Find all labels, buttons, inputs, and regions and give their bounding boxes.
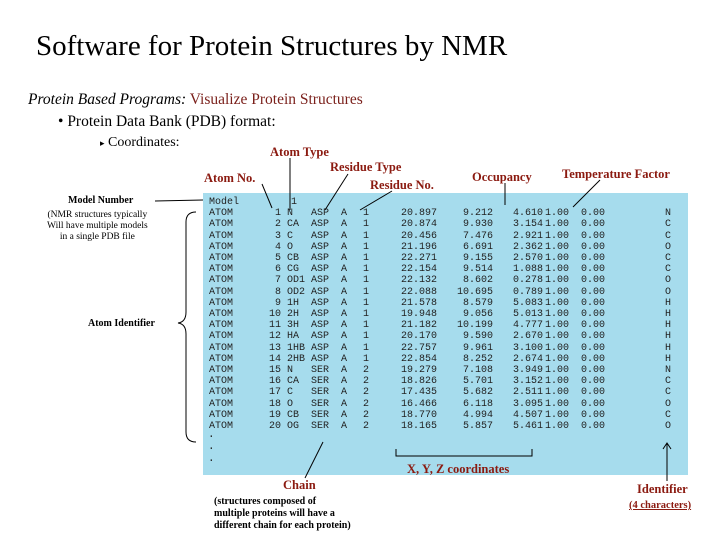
model-record: Model (209, 197, 240, 208)
atom-field-occ: 1.00 (545, 331, 570, 343)
atom-field-rec: ATOM (209, 409, 234, 421)
atom-field-res: ASP (311, 342, 330, 354)
atom-field-resno: 2 (362, 409, 369, 421)
atom-field-atom: 1HB (287, 342, 306, 354)
atom-field-rec: ATOM (209, 320, 234, 332)
atom-field-el: H (665, 353, 672, 365)
atom-field-y: 5.701 (462, 376, 493, 388)
atom-field-num: 3 (274, 230, 281, 242)
atom-field-y: 9.155 (462, 253, 493, 264)
coordinates-label: Coordinates: (108, 135, 180, 150)
atom-field-y: 8.252 (462, 353, 493, 365)
atom-field-res: ASP (311, 275, 330, 287)
atom-field-el: N (665, 365, 672, 376)
atom-field-atom: CB (287, 409, 300, 421)
atom-field-occ: 1.00 (545, 409, 570, 421)
atom-field-z: 3.095 (512, 398, 543, 410)
atom-field-z: 4.777 (512, 320, 543, 332)
atom-field-el: C (665, 387, 672, 399)
atom-field-atom: OD2 (287, 286, 306, 298)
atom-field-z: 2.362 (512, 241, 543, 253)
atom-field-rec: ATOM (209, 275, 234, 287)
atom-field-z: 5.083 (512, 297, 543, 309)
model-note-line: Will have multiple models (47, 221, 148, 231)
atom-field-rec: ATOM (209, 297, 234, 309)
atom-field-occ: 1.00 (545, 387, 570, 399)
atom-no-label: Atom No. (204, 171, 256, 185)
atom-field-x: 22.132 (400, 275, 437, 287)
atom-field-num: 10 (268, 309, 281, 320)
atom-field-x: 18.770 (400, 409, 437, 421)
atom-field-occ: 1.00 (545, 309, 570, 320)
atom-field-z: 5.461 (512, 421, 543, 432)
atom-field-el: H (665, 309, 672, 320)
atom-field-rec: ATOM (209, 387, 234, 399)
atom-field-occ: 1.00 (545, 208, 570, 220)
atom-field-resno: 1 (362, 208, 369, 220)
atom-field-chain: A (341, 264, 348, 276)
atom-field-occ: 1.00 (545, 286, 570, 298)
atom-field-num: 19 (268, 409, 281, 421)
atom-field-rec: ATOM (209, 219, 234, 231)
atom-field-el: C (665, 253, 672, 264)
atom-field-y: 9.930 (462, 219, 493, 231)
xyz-coordinates-label: X, Y, Z coordinates (407, 462, 510, 476)
atom-field-x: 21.578 (400, 297, 437, 309)
atom-field-x: 22.088 (400, 286, 437, 298)
atom-field-chain: A (341, 409, 348, 421)
atom-field-z: 0.789 (512, 286, 543, 298)
atom-field-x: 22.757 (400, 342, 437, 354)
atom-field-b: 0.00 (581, 286, 606, 298)
atom-field-res: ASP (311, 253, 330, 264)
subtitle-text: Visualize Protein Structures (186, 91, 363, 108)
atom-field-y: 8.602 (462, 275, 493, 287)
atom-field-res: ASP (311, 353, 330, 365)
atom-field-chain: A (341, 421, 348, 432)
atom-field-occ: 1.00 (545, 342, 570, 354)
atom-field-z: 2.511 (512, 387, 543, 399)
atom-field-rec: ATOM (209, 365, 234, 376)
atom-field-occ: 1.00 (545, 353, 570, 365)
atom-field-occ: 1.00 (545, 365, 570, 376)
atom-field-resno: 2 (362, 398, 369, 410)
atom-field-resno: 1 (362, 219, 369, 231)
atom-field-b: 0.00 (581, 376, 606, 388)
atom-field-resno: 2 (362, 376, 369, 388)
atom-field-rec: ATOM (209, 398, 234, 410)
atom-field-el: C (665, 376, 672, 388)
atom-field-res: SER (311, 376, 330, 388)
atom-field-el: O (665, 398, 672, 410)
atom-field-z: 2.921 (512, 230, 543, 242)
atom-field-atom: 2H (287, 309, 300, 320)
atom-field-chain: A (341, 230, 348, 242)
atom-field-num: 11 (268, 320, 281, 332)
atom-field-el: C (665, 264, 672, 276)
model-number: 1 (291, 197, 298, 208)
atom-field-atom: CB (287, 253, 300, 264)
atom-field-resno: 1 (362, 264, 369, 276)
atom-field-b: 0.00 (581, 297, 606, 309)
atom-field-num: 1 (274, 208, 281, 220)
atom-field-rec: ATOM (209, 253, 234, 264)
atom-field-el: H (665, 297, 672, 309)
atom-field-rec: ATOM (209, 264, 234, 276)
atom-field-b: 0.00 (581, 253, 606, 264)
atom-field-rec: ATOM (209, 353, 234, 365)
atom-field-rec: ATOM (209, 331, 234, 343)
subtitle-label: Protein Based Programs: (28, 91, 187, 108)
atom-field-num: 9 (274, 297, 281, 309)
atom-field-resno: 1 (362, 241, 369, 253)
atom-field-b: 0.00 (581, 342, 606, 354)
atom-field-x: 21.196 (400, 241, 437, 253)
atom-field-el: O (665, 286, 672, 298)
chain-pointer (305, 442, 323, 478)
atom-field-el: O (665, 275, 672, 287)
atom-field-num: 20 (268, 421, 281, 432)
chain-note-line: (structures composed of (214, 496, 317, 507)
atom-field-occ: 1.00 (545, 253, 570, 264)
atom-field-z: 4.507 (512, 409, 543, 421)
atom-field-z: 3.154 (512, 219, 543, 231)
atom-identifier-label: Atom Identifier (88, 318, 155, 329)
atom-field-atom: CA (287, 219, 300, 231)
atom-field-num: 8 (274, 286, 281, 298)
atom-field-num: 6 (274, 264, 281, 276)
atom-field-chain: A (341, 286, 348, 298)
atom-field-occ: 1.00 (545, 376, 570, 388)
atom-field-el: O (665, 241, 672, 253)
model-number-pointer (155, 200, 203, 201)
atom-field-resno: 2 (362, 387, 369, 399)
atom-field-b: 0.00 (581, 331, 606, 343)
atom-field-resno: 2 (362, 421, 369, 432)
atom-field-y: 5.682 (462, 387, 493, 399)
atom-field-b: 0.00 (581, 275, 606, 287)
atom-field-occ: 1.00 (545, 421, 570, 432)
atom-field-b: 0.00 (581, 208, 606, 220)
atom-field-atom: HA (287, 331, 300, 343)
atom-field-y: 6.691 (462, 241, 493, 253)
atom-field-z: 2.670 (512, 331, 543, 343)
atom-field-x: 18.826 (400, 376, 437, 388)
atom-field-b: 0.00 (581, 387, 606, 399)
atom-field-chain: A (341, 387, 348, 399)
atom-field-atom: O (287, 241, 294, 253)
atom-field-b: 0.00 (581, 230, 606, 242)
atom-type-label: Atom Type (270, 145, 329, 159)
atom-field-z: 2.570 (512, 253, 543, 264)
atom-field-b: 0.00 (581, 421, 606, 432)
ellipsis-dot: . (208, 453, 215, 465)
atom-field-chain: A (341, 353, 348, 365)
atom-field-occ: 1.00 (545, 264, 570, 276)
atom-field-res: ASP (311, 219, 330, 231)
atom-field-num: 13 (268, 342, 281, 354)
atom-field-res: ASP (311, 264, 330, 276)
atom-field-x: 17.435 (400, 387, 437, 399)
bullet-text: Protein Data Bank (PDB) format: (67, 113, 276, 130)
atom-field-atom: CA (287, 376, 300, 388)
atom-field-y: 5.857 (462, 421, 493, 432)
atom-field-atom: OD1 (287, 275, 306, 287)
identifier-note: (4 characters) (629, 500, 692, 511)
atom-field-res: ASP (311, 208, 330, 220)
atom-field-atom: C (287, 387, 294, 399)
atom-field-resno: 1 (362, 331, 369, 343)
atom-field-occ: 1.00 (545, 297, 570, 309)
atom-field-b: 0.00 (581, 365, 606, 376)
model-number-label: Model Number (68, 195, 134, 206)
residue-type-pointer (325, 174, 348, 210)
atom-field-chain: A (341, 376, 348, 388)
atom-field-chain: A (341, 365, 348, 376)
atom-field-occ: 1.00 (545, 320, 570, 332)
atom-field-resno: 1 (362, 253, 369, 264)
atom-field-x: 20.170 (400, 331, 437, 343)
atom-field-resno: 1 (362, 275, 369, 287)
atom-field-num: 18 (268, 398, 281, 410)
chain-note-line: multiple proteins will have a (214, 508, 335, 519)
atom-field-rec: ATOM (209, 241, 234, 253)
atom-field-num: 2 (274, 219, 281, 231)
atom-field-atom: 3H (287, 320, 300, 332)
atom-field-rec: ATOM (209, 376, 234, 388)
atom-field-occ: 1.00 (545, 241, 570, 253)
atom-field-res: ASP (311, 331, 330, 343)
atom-field-b: 0.00 (581, 320, 606, 332)
model-note-line: in a single PDB file (59, 232, 135, 242)
atom-field-x: 16.466 (400, 398, 437, 410)
atom-field-z: 3.100 (512, 342, 543, 354)
atom-field-resno: 1 (362, 320, 369, 332)
atom-field-chain: A (341, 398, 348, 410)
temperature-factor-label: Temperature Factor (562, 167, 670, 181)
atom-field-res: ASP (311, 241, 330, 253)
identifier-label: Identifier (637, 482, 688, 496)
atom-field-x: 20.874 (400, 219, 437, 231)
atom-field-resno: 1 (362, 353, 369, 365)
model-note-line: (NMR structures typically (47, 210, 148, 220)
arrow-bullet-icon: ▸ (100, 138, 105, 148)
atom-field-atom: O (287, 398, 294, 410)
page-title: Software for Protein Structures by NMR (36, 30, 508, 62)
atom-field-res: SER (311, 409, 330, 421)
atom-field-x: 19.948 (400, 309, 437, 320)
atom-brace (178, 212, 196, 442)
atom-field-b: 0.00 (581, 264, 606, 276)
atom-field-res: SER (311, 398, 330, 410)
residue-no-pointer (360, 191, 392, 210)
atom-field-el: O (665, 421, 672, 432)
atom-field-occ: 1.00 (545, 219, 570, 231)
occupancy-label: Occupancy (472, 170, 532, 184)
atom-field-rec: ATOM (209, 421, 234, 432)
ellipsis-dot: . (208, 429, 215, 441)
atom-field-chain: A (341, 331, 348, 343)
atom-field-res: SER (311, 421, 330, 432)
chain-note-line: different chain for each protein) (214, 520, 351, 531)
atom-field-x: 19.279 (400, 365, 437, 376)
atom-field-num: 4 (274, 241, 281, 253)
atom-field-res: ASP (311, 297, 330, 309)
atom-field-z: 1.088 (512, 264, 543, 276)
atom-field-z: 3.152 (512, 376, 543, 388)
atom-field-resno: 2 (362, 365, 369, 376)
atom-field-atom: 1H (287, 297, 300, 309)
ellipsis-dot: . (208, 441, 215, 453)
atom-field-el: C (665, 409, 672, 421)
atom-field-y: 9.961 (462, 342, 493, 354)
atom-field-b: 0.00 (581, 398, 606, 410)
temperature-factor-pointer (573, 180, 600, 207)
atom-field-x: 22.271 (400, 253, 437, 264)
atom-field-chain: A (341, 253, 348, 264)
atom-field-z: 4.610 (512, 208, 543, 220)
residue-type-label: Residue Type (330, 160, 402, 174)
atom-field-num: 15 (268, 365, 281, 376)
atom-field-rec: ATOM (209, 309, 234, 320)
atom-field-chain: A (341, 309, 348, 320)
atom-field-res: ASP (311, 286, 330, 298)
atom-field-b: 0.00 (581, 219, 606, 231)
atom-field-chain: A (341, 320, 348, 332)
atom-field-x: 21.182 (400, 320, 437, 332)
atom-field-res: ASP (311, 309, 330, 320)
atom-field-num: 12 (268, 331, 281, 343)
atom-field-chain: A (341, 342, 348, 354)
atom-field-resno: 1 (362, 309, 369, 320)
atom-field-num: 16 (268, 376, 281, 388)
atom-field-x: 20.897 (400, 208, 437, 220)
atom-field-y: 4.994 (462, 409, 493, 421)
atom-field-chain: A (341, 275, 348, 287)
atom-field-res: SER (311, 365, 330, 376)
atom-field-atom: N (287, 208, 294, 220)
atom-field-resno: 1 (362, 286, 369, 298)
xyz-bracket (396, 449, 532, 456)
atom-field-x: 22.154 (400, 264, 437, 276)
atom-field-y: 9.514 (462, 264, 493, 276)
atom-field-z: 5.013 (512, 309, 543, 320)
atom-field-resno: 1 (362, 230, 369, 242)
atom-field-atom: N (287, 365, 294, 376)
atom-field-y: 10.695 (456, 286, 493, 298)
atom-field-y: 8.579 (462, 297, 493, 309)
atom-field-y: 7.476 (462, 230, 493, 242)
atom-field-y: 6.118 (462, 398, 493, 410)
atom-field-y: 9.590 (462, 331, 493, 343)
atom-field-chain: A (341, 241, 348, 253)
atom-field-y: 7.108 (462, 365, 493, 376)
atom-field-rec: ATOM (209, 342, 234, 354)
atom-field-occ: 1.00 (545, 275, 570, 287)
atom-field-res: ASP (311, 320, 330, 332)
atom-field-res: SER (311, 387, 330, 399)
atom-field-num: 14 (268, 353, 281, 365)
atom-field-b: 0.00 (581, 309, 606, 320)
atom-field-y: 10.199 (456, 320, 493, 332)
atom-field-z: 3.949 (512, 365, 543, 376)
atom-field-chain: A (341, 297, 348, 309)
atom-field-el: N (665, 208, 672, 220)
atom-field-b: 0.00 (581, 241, 606, 253)
atom-field-num: 5 (274, 253, 281, 264)
atom-field-b: 0.00 (581, 409, 606, 421)
atom-field-b: 0.00 (581, 353, 606, 365)
atom-field-el: H (665, 331, 672, 343)
atom-field-x: 20.456 (400, 230, 437, 242)
atom-field-el: C (665, 230, 672, 242)
atom-field-z: 2.674 (512, 353, 543, 365)
bullet-icon: • (58, 113, 64, 130)
atom-field-el: H (665, 320, 672, 332)
atom-field-occ: 1.00 (545, 398, 570, 410)
atom-field-x: 18.165 (400, 421, 437, 432)
atom-field-atom: CG (287, 264, 300, 276)
atom-field-resno: 1 (362, 297, 369, 309)
atom-field-rec: ATOM (209, 230, 234, 242)
atom-field-num: 17 (268, 387, 281, 399)
chain-label: Chain (283, 478, 316, 492)
atom-no-pointer (262, 184, 272, 208)
atom-field-occ: 1.00 (545, 230, 570, 242)
atom-field-rec: ATOM (209, 208, 234, 220)
atom-field-z: 0.278 (512, 275, 543, 287)
atom-field-el: C (665, 219, 672, 231)
atom-field-atom: OG (287, 421, 300, 432)
atom-field-chain: A (341, 208, 348, 220)
atom-field-atom: 2HB (287, 353, 306, 365)
atom-field-num: 7 (274, 275, 281, 287)
atom-field-y: 9.212 (462, 208, 493, 220)
atom-field-res: ASP (311, 230, 330, 242)
atom-field-chain: A (341, 219, 348, 231)
atom-field-resno: 1 (362, 342, 369, 354)
atom-field-x: 22.854 (400, 353, 437, 365)
atom-field-y: 9.056 (462, 309, 493, 320)
residue-no-label: Residue No. (370, 178, 434, 192)
atom-field-el: H (665, 342, 672, 354)
atom-field-rec: ATOM (209, 286, 234, 298)
atom-field-atom: C (287, 230, 294, 242)
